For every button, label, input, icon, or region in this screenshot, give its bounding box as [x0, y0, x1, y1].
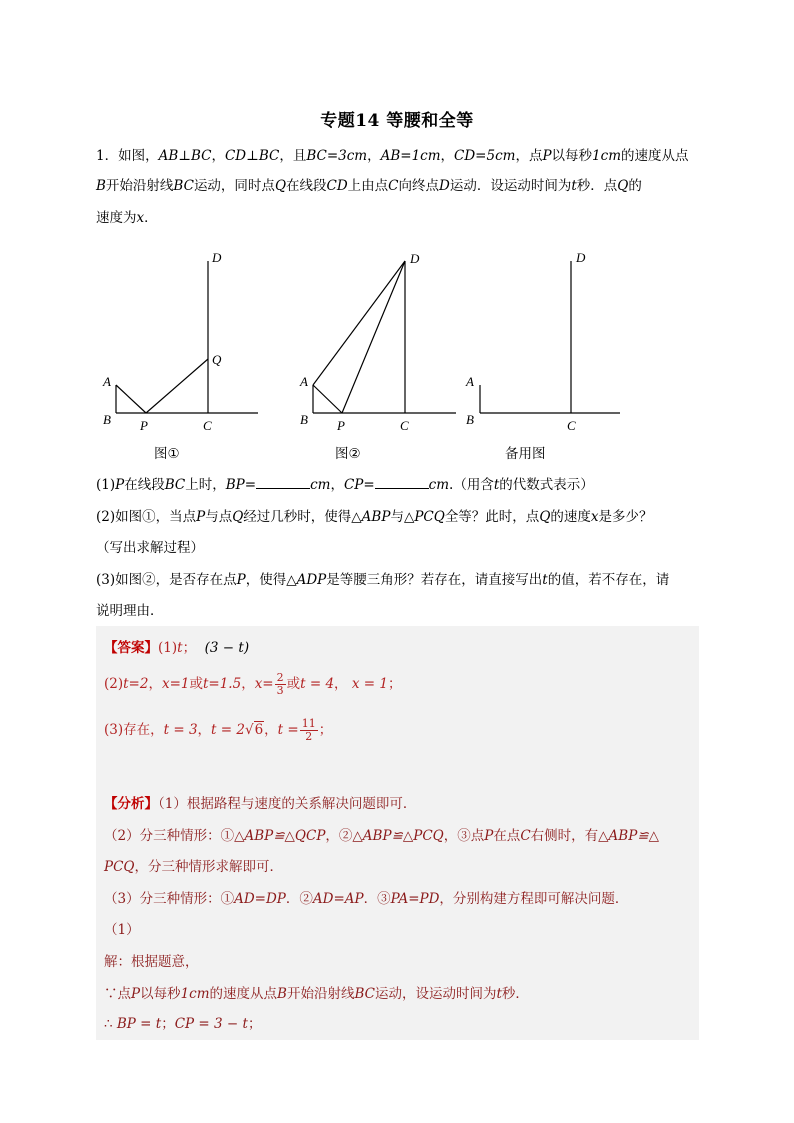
fig1-label-a: A: [103, 374, 111, 389]
fig2-label-d: D: [410, 251, 420, 266]
fig1-label-b: B: [103, 412, 111, 427]
analysis-line-7: ∴ BP = t；CP = 3 − t；: [104, 1016, 262, 1032]
fig2-label-a: A: [300, 374, 308, 389]
fig1-line-ap: [116, 385, 146, 413]
blank-bp: [256, 474, 310, 489]
figure-2: [313, 261, 456, 413]
fig1-label-d: D: [212, 250, 222, 265]
figure-3: [480, 261, 620, 413]
answer-line-2: (2)t=2，x=1或t=1.5，x= $\frac{2}{3}$ 或t = 4， x = 1；: [104, 671, 402, 697]
problem-line-2: B开始沿射线BC运动，同时点Q在线段CD上由点C向终点D运动．设运动时间为t秒．点Q的: [96, 178, 642, 194]
geometry-figures: [90, 246, 650, 466]
problem-line-1: 1．如图，AB⊥BC，CD⊥BC，且BC=3cm，AB=1cm，CD=5cm，点P以每秒1cm的速度从点: [96, 148, 689, 164]
fig1-line-pq: [146, 359, 208, 413]
analysis-line-4: （1）: [104, 922, 140, 938]
question-2-line-2: （写出求解过程）: [96, 540, 204, 556]
question-3-line-2: 说明理由．: [96, 603, 164, 619]
answer-line-1: 【答案】(1)t； (3 − t): [104, 640, 250, 656]
analysis-line-2: （2）分三种情形：①△ABP≌△QCP，②△ABP≌△PCQ，③点P在点C右侧时，有△ABP≌△: [104, 828, 659, 844]
fig2-line-ap: [313, 385, 342, 413]
analysis-line-1: 【分析】（1）根据路程与速度的关系解决问题即可．: [104, 796, 417, 812]
fig3-label-a: A: [466, 374, 474, 389]
fig2-label-c: C: [400, 418, 409, 433]
fig2-label-p: P: [337, 418, 345, 433]
fig2-line-pd: [342, 261, 405, 413]
fig3-label-b: B: [466, 412, 474, 427]
fig2-label-b: B: [300, 412, 308, 427]
question-2: (2)如图①，当点P与点Q经过几秒时，使得△ABP与△PCQ全等？此时，点Q的速度x是多少？: [96, 509, 653, 525]
analysis-line-2b: PCQ，分三种情形求解即可．: [104, 859, 283, 875]
analysis-line-3: （3）分三种情形：①AD=DP．②AD=AP．③PA=PD，分别构建方程即可解决问题．: [104, 891, 629, 907]
fig2-line-ad: [313, 261, 405, 385]
fig1-label-q: Q: [212, 352, 222, 367]
fig1-label-c: C: [203, 418, 212, 433]
fig3-label-c: C: [567, 418, 576, 433]
fig1-caption: 图①: [154, 446, 180, 462]
fig1-label-p: P: [140, 418, 148, 433]
answer-box: [96, 626, 699, 1040]
fig3-caption: 备用图: [505, 446, 546, 462]
problem-line-3: 速度为x．: [96, 210, 158, 226]
fig3-label-d: D: [576, 250, 586, 265]
question-3: (3)如图②，是否存在点P，使得△ADP是等腰三角形？若存在，请直接写出t的值，若不存在，请: [96, 572, 670, 588]
answer-line-3: (3)存在，t = 3，t = 2√6，t = $\frac{11}{2}$ ；: [104, 717, 333, 743]
analysis-line-6: ∵点P以每秒1cm的速度从点B开始沿射线BC运动，设运动时间为t秒．: [104, 986, 529, 1002]
figure-1: [116, 261, 258, 413]
page-title: 专题14 等腰和全等: [320, 111, 474, 131]
analysis-line-5: 解：根据题意，: [104, 954, 199, 970]
question-1: (1)P在线段BC上时，BP= cm，CP= cm.（用含t的代数式表示）: [96, 470, 702, 500]
fig2-caption: 图②: [335, 446, 361, 462]
blank-cp: [375, 474, 429, 489]
